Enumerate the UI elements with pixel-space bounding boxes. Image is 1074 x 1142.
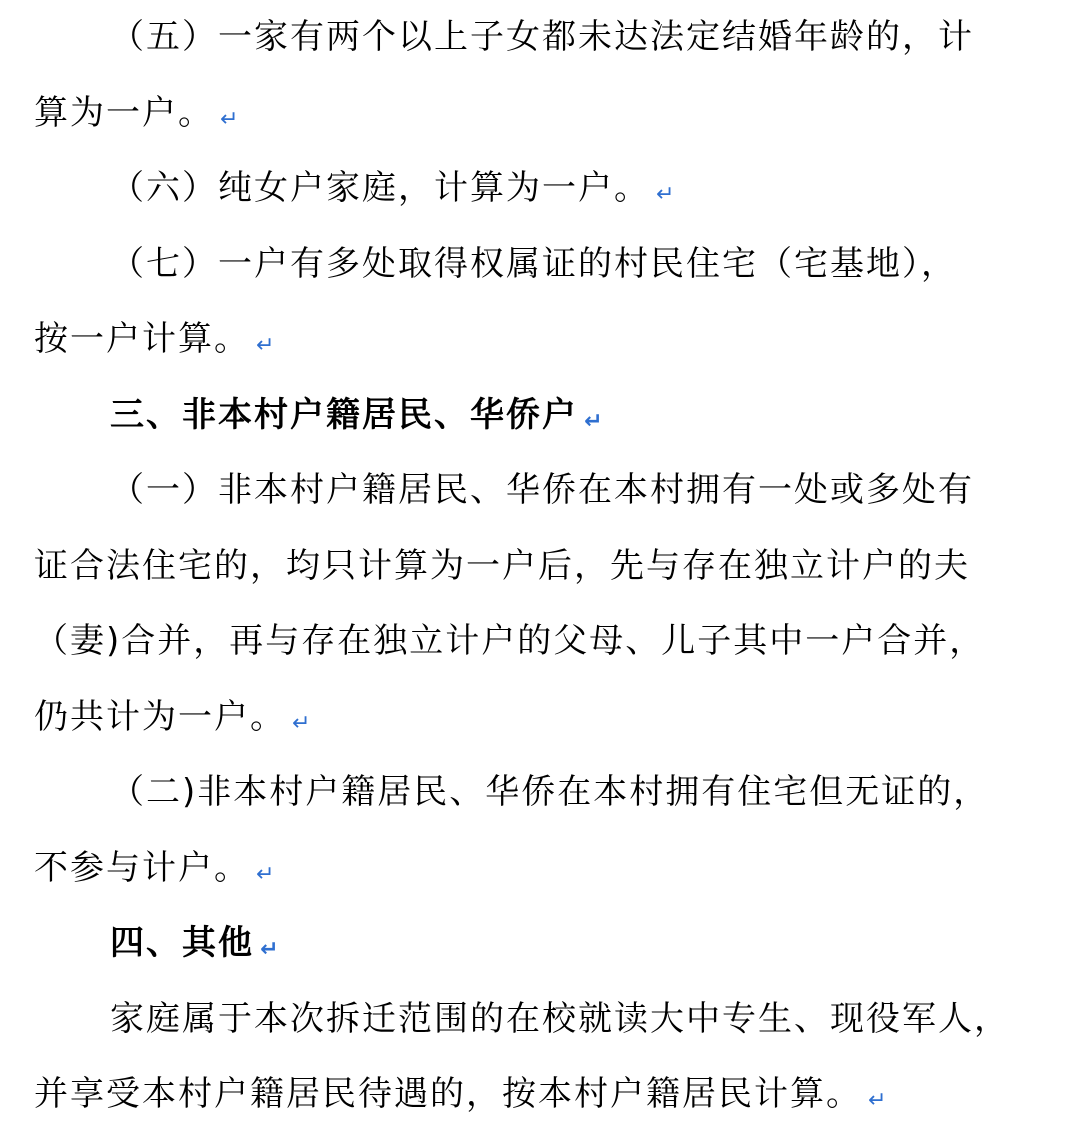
paragraph-line bbox=[34, 604, 1040, 680]
paragraph-line bbox=[34, 529, 1040, 605]
paragraph-line bbox=[34, 0, 1040, 76]
line-text: 家庭属于本次拆迁范围的在校就读大中专生、现役军人， bbox=[110, 998, 1010, 1039]
line-text: （二)非本村户籍居民、华侨在本村拥有住宅但无证的， bbox=[110, 772, 990, 812]
paragraph-mark-icon: ↵ bbox=[292, 710, 311, 736]
paragraph-mark-icon: ↵ bbox=[656, 182, 675, 207]
paragraph-mark-icon: ↵ bbox=[220, 106, 239, 132]
paragraph-mark-icon: ↵ bbox=[260, 937, 279, 962]
paragraph-line bbox=[34, 302, 1040, 378]
line-text: 算为一户。 bbox=[34, 92, 214, 133]
paragraph-mark-icon: ↵ bbox=[256, 861, 275, 887]
paragraph-mark-icon: ↵ bbox=[256, 333, 275, 358]
line-text: （一）非本村户籍居民、华侨在本村拥有一处或多处有 bbox=[110, 470, 974, 510]
line-text: 证合法住宅的，均只计算为一户后，先与存在独立计户的夫 bbox=[34, 545, 970, 586]
line-text: 并享受本村户籍居民待遇的，按本村户籍居民计算。 bbox=[34, 1074, 862, 1114]
paragraph-line bbox=[34, 1057, 1040, 1133]
document-body bbox=[34, 0, 1040, 1133]
line-text: （五）一家有两个以上子女都未达法定结婚年龄的，计 bbox=[110, 17, 974, 57]
paragraph-line bbox=[34, 680, 1040, 756]
line-text: 仍共计为一户。 bbox=[34, 696, 286, 737]
paragraph-line bbox=[34, 76, 1040, 152]
line-text: （妻)合并，再与存在独立计户的父母、儿子其中一户合并， bbox=[34, 621, 986, 661]
section-heading bbox=[34, 906, 1040, 982]
paragraph-line bbox=[34, 982, 1040, 1058]
paragraph-line bbox=[34, 151, 1040, 227]
paragraph-mark-icon: ↵ bbox=[868, 1088, 887, 1113]
heading-text: 四、其他 bbox=[110, 923, 254, 963]
section-heading bbox=[34, 378, 1040, 454]
line-text: （六）纯女户家庭，计算为一户。 bbox=[110, 168, 650, 208]
paragraph-line bbox=[34, 227, 1040, 303]
paragraph-mark-icon: ↵ bbox=[584, 408, 603, 434]
paragraph-line bbox=[34, 453, 1040, 529]
heading-text: 三、非本村户籍居民、华侨户 bbox=[110, 394, 578, 435]
paragraph-line bbox=[34, 831, 1040, 907]
line-text: 按一户计算。 bbox=[34, 319, 250, 359]
paragraph-line bbox=[34, 755, 1040, 831]
line-text: 不参与计户。 bbox=[34, 847, 250, 888]
line-text: （七）一户有多处取得权属证的村民住宅（宅基地）， bbox=[110, 243, 957, 284]
